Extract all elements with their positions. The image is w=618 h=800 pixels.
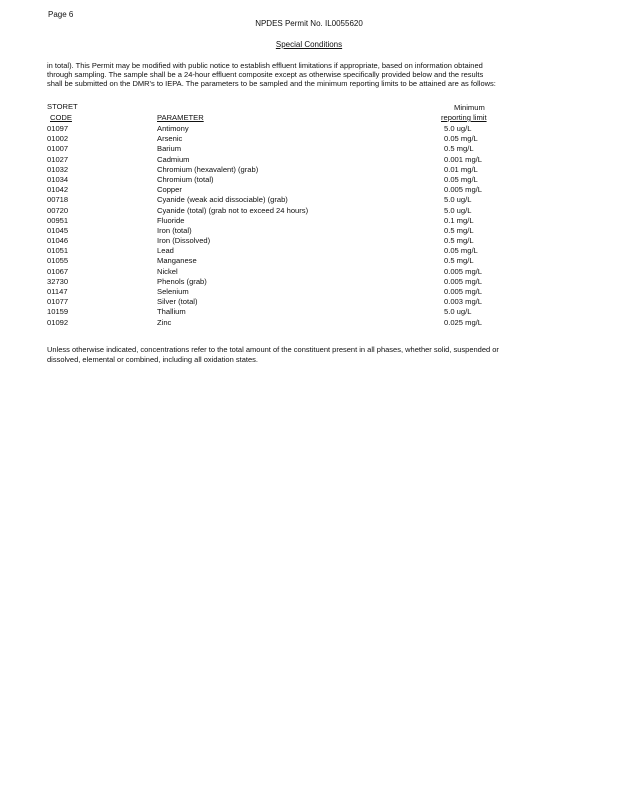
storet-code: 01034 <box>47 174 69 184</box>
storet-code: 01051 <box>47 246 69 256</box>
parameter-name: Cyanide (weak acid dissociable) (grab) <box>157 195 288 205</box>
reporting-limit: 0.5 mg/L <box>444 144 474 154</box>
code-header: CODE <box>50 113 72 122</box>
parameter-name: Silver (total) <box>157 297 198 307</box>
storet-code: 01077 <box>47 297 69 307</box>
storet-code: 32730 <box>47 276 69 286</box>
parameter-name: Cyanide (total) (grab not to exceed 24 hours) <box>157 205 309 215</box>
table-row <box>0 175 618 185</box>
intro-paragraph <box>47 61 607 89</box>
intro-line: shall be submitted on the DMR's to IEPA. The parameters to be sampled and the minimum reporting limits to be attained are as follows: <box>47 79 496 89</box>
parameter-name: Cadmium <box>157 154 190 164</box>
reporting-limit: 0.1 mg/L <box>444 215 474 225</box>
reporting-limit: 0.005 mg/L <box>444 287 482 296</box>
parameter-name: Chromium (hexavalent) (grab) <box>157 164 259 174</box>
reporting-limit: 0.5 mg/L <box>444 236 474 246</box>
intro-line: through sampling. The sample shall be a 24-hour effluent composite except as otherwise specifically provided below and the results <box>47 70 484 80</box>
reporting-limit: 5.0 ug/L <box>444 307 472 317</box>
reporting-limit: 0.05 mg/L <box>444 174 478 184</box>
table-row <box>0 195 618 205</box>
table-row <box>0 124 618 134</box>
parameter-name: Copper <box>157 185 182 195</box>
parameter-name: Selenium <box>157 287 189 296</box>
reporting-limit: 0.025 mg/L <box>444 317 482 327</box>
storet-code: 00720 <box>47 205 69 215</box>
storet-code: 01046 <box>47 236 69 246</box>
reporting-limit: 0.01 mg/L <box>444 164 478 174</box>
table-row <box>0 246 618 256</box>
storet-code: 01055 <box>47 256 69 266</box>
reporting-limit: 0.5 mg/L <box>444 256 474 266</box>
parameter-name: Chromium (total) <box>157 174 214 184</box>
table-row <box>0 236 618 246</box>
table-row <box>0 297 618 307</box>
reporting-limit: 0.005 mg/L <box>444 185 482 195</box>
table-row <box>0 267 618 277</box>
table-row <box>0 144 618 154</box>
table-row <box>0 134 618 144</box>
storet-header: STORET <box>47 102 78 111</box>
storet-code: 01067 <box>47 266 69 276</box>
reporting-limit: 0.001 mg/L <box>444 154 482 164</box>
parameter-name: Barium <box>157 144 182 154</box>
reporting-limit: 0.05 mg/L <box>444 134 478 144</box>
parameter-name: Thallium <box>157 307 186 317</box>
intro-line: in total). This Permit may be modified with public notice to establish effluent limitations if appropriate, based on information obtained <box>47 61 483 70</box>
parameter-name: Antimony <box>157 124 189 133</box>
concentration-note <box>47 345 499 366</box>
reporting-limit: 0.005 mg/L <box>444 276 482 286</box>
table-row <box>0 206 618 216</box>
parameter-name: Phenols (grab) <box>157 276 207 286</box>
table-row <box>0 256 618 266</box>
table-row <box>0 226 618 236</box>
storet-code: 10159 <box>47 307 69 317</box>
storet-code: 00718 <box>47 195 69 205</box>
parameter-name: Arsenic <box>157 134 183 144</box>
table-row <box>0 318 618 328</box>
parameter-name: Zinc <box>157 317 172 327</box>
storet-code: 01045 <box>47 225 69 235</box>
reporting-limit: 0.5 mg/L <box>444 225 474 235</box>
storet-code: 01092 <box>47 317 69 327</box>
parameter-name: Lead <box>157 246 174 256</box>
section-title: Special Conditions <box>275 40 343 49</box>
parameter-name: Iron (Dissolved) <box>157 236 211 246</box>
storet-code: 01027 <box>47 154 69 164</box>
table-row <box>0 277 618 287</box>
table-row <box>0 287 618 297</box>
parameter-name: Nickel <box>157 266 178 276</box>
parameter-table <box>0 124 618 328</box>
table-row <box>0 216 618 226</box>
storet-code: 01007 <box>47 144 69 154</box>
reporting-limit: 5.0 ug/L <box>444 205 472 215</box>
parameter-name: Fluoride <box>157 215 185 225</box>
reporting-limit: 5.0 ug/L <box>444 124 472 133</box>
table-row <box>0 165 618 175</box>
table-row <box>0 307 618 317</box>
page-number: Page 6 <box>48 10 74 19</box>
reporting-limit: 0.003 mg/L <box>444 297 482 307</box>
parameter-header: PARAMETER <box>157 113 204 122</box>
table-row <box>0 185 618 195</box>
reporting-limit: 0.05 mg/L <box>444 246 478 256</box>
reporting-limit-header: reporting limit <box>441 113 487 122</box>
parameter-name: Manganese <box>157 256 197 266</box>
table-row <box>0 155 618 165</box>
storet-code: 00951 <box>47 215 69 225</box>
storet-code: 01042 <box>47 185 69 195</box>
storet-code: 01147 <box>47 287 68 296</box>
parameter-name: Iron (total) <box>157 225 192 235</box>
reporting-limit: 5.0 ug/L <box>444 195 472 205</box>
permit-number: NPDES Permit No. IL0055620 <box>255 19 363 28</box>
note-line: dissolved, elemental or combined, including all oxidation states. <box>47 355 258 365</box>
storet-code: 01097 <box>47 124 69 133</box>
note-line: Unless otherwise indicated, concentrations refer to the total amount of the constituent present in all phases, whether solid, suspended or <box>47 345 499 354</box>
minimum-header: Minimum <box>454 103 485 112</box>
storet-code: 01002 <box>47 134 69 144</box>
storet-code: 01032 <box>47 164 69 174</box>
reporting-limit: 0.005 mg/L <box>444 266 482 276</box>
